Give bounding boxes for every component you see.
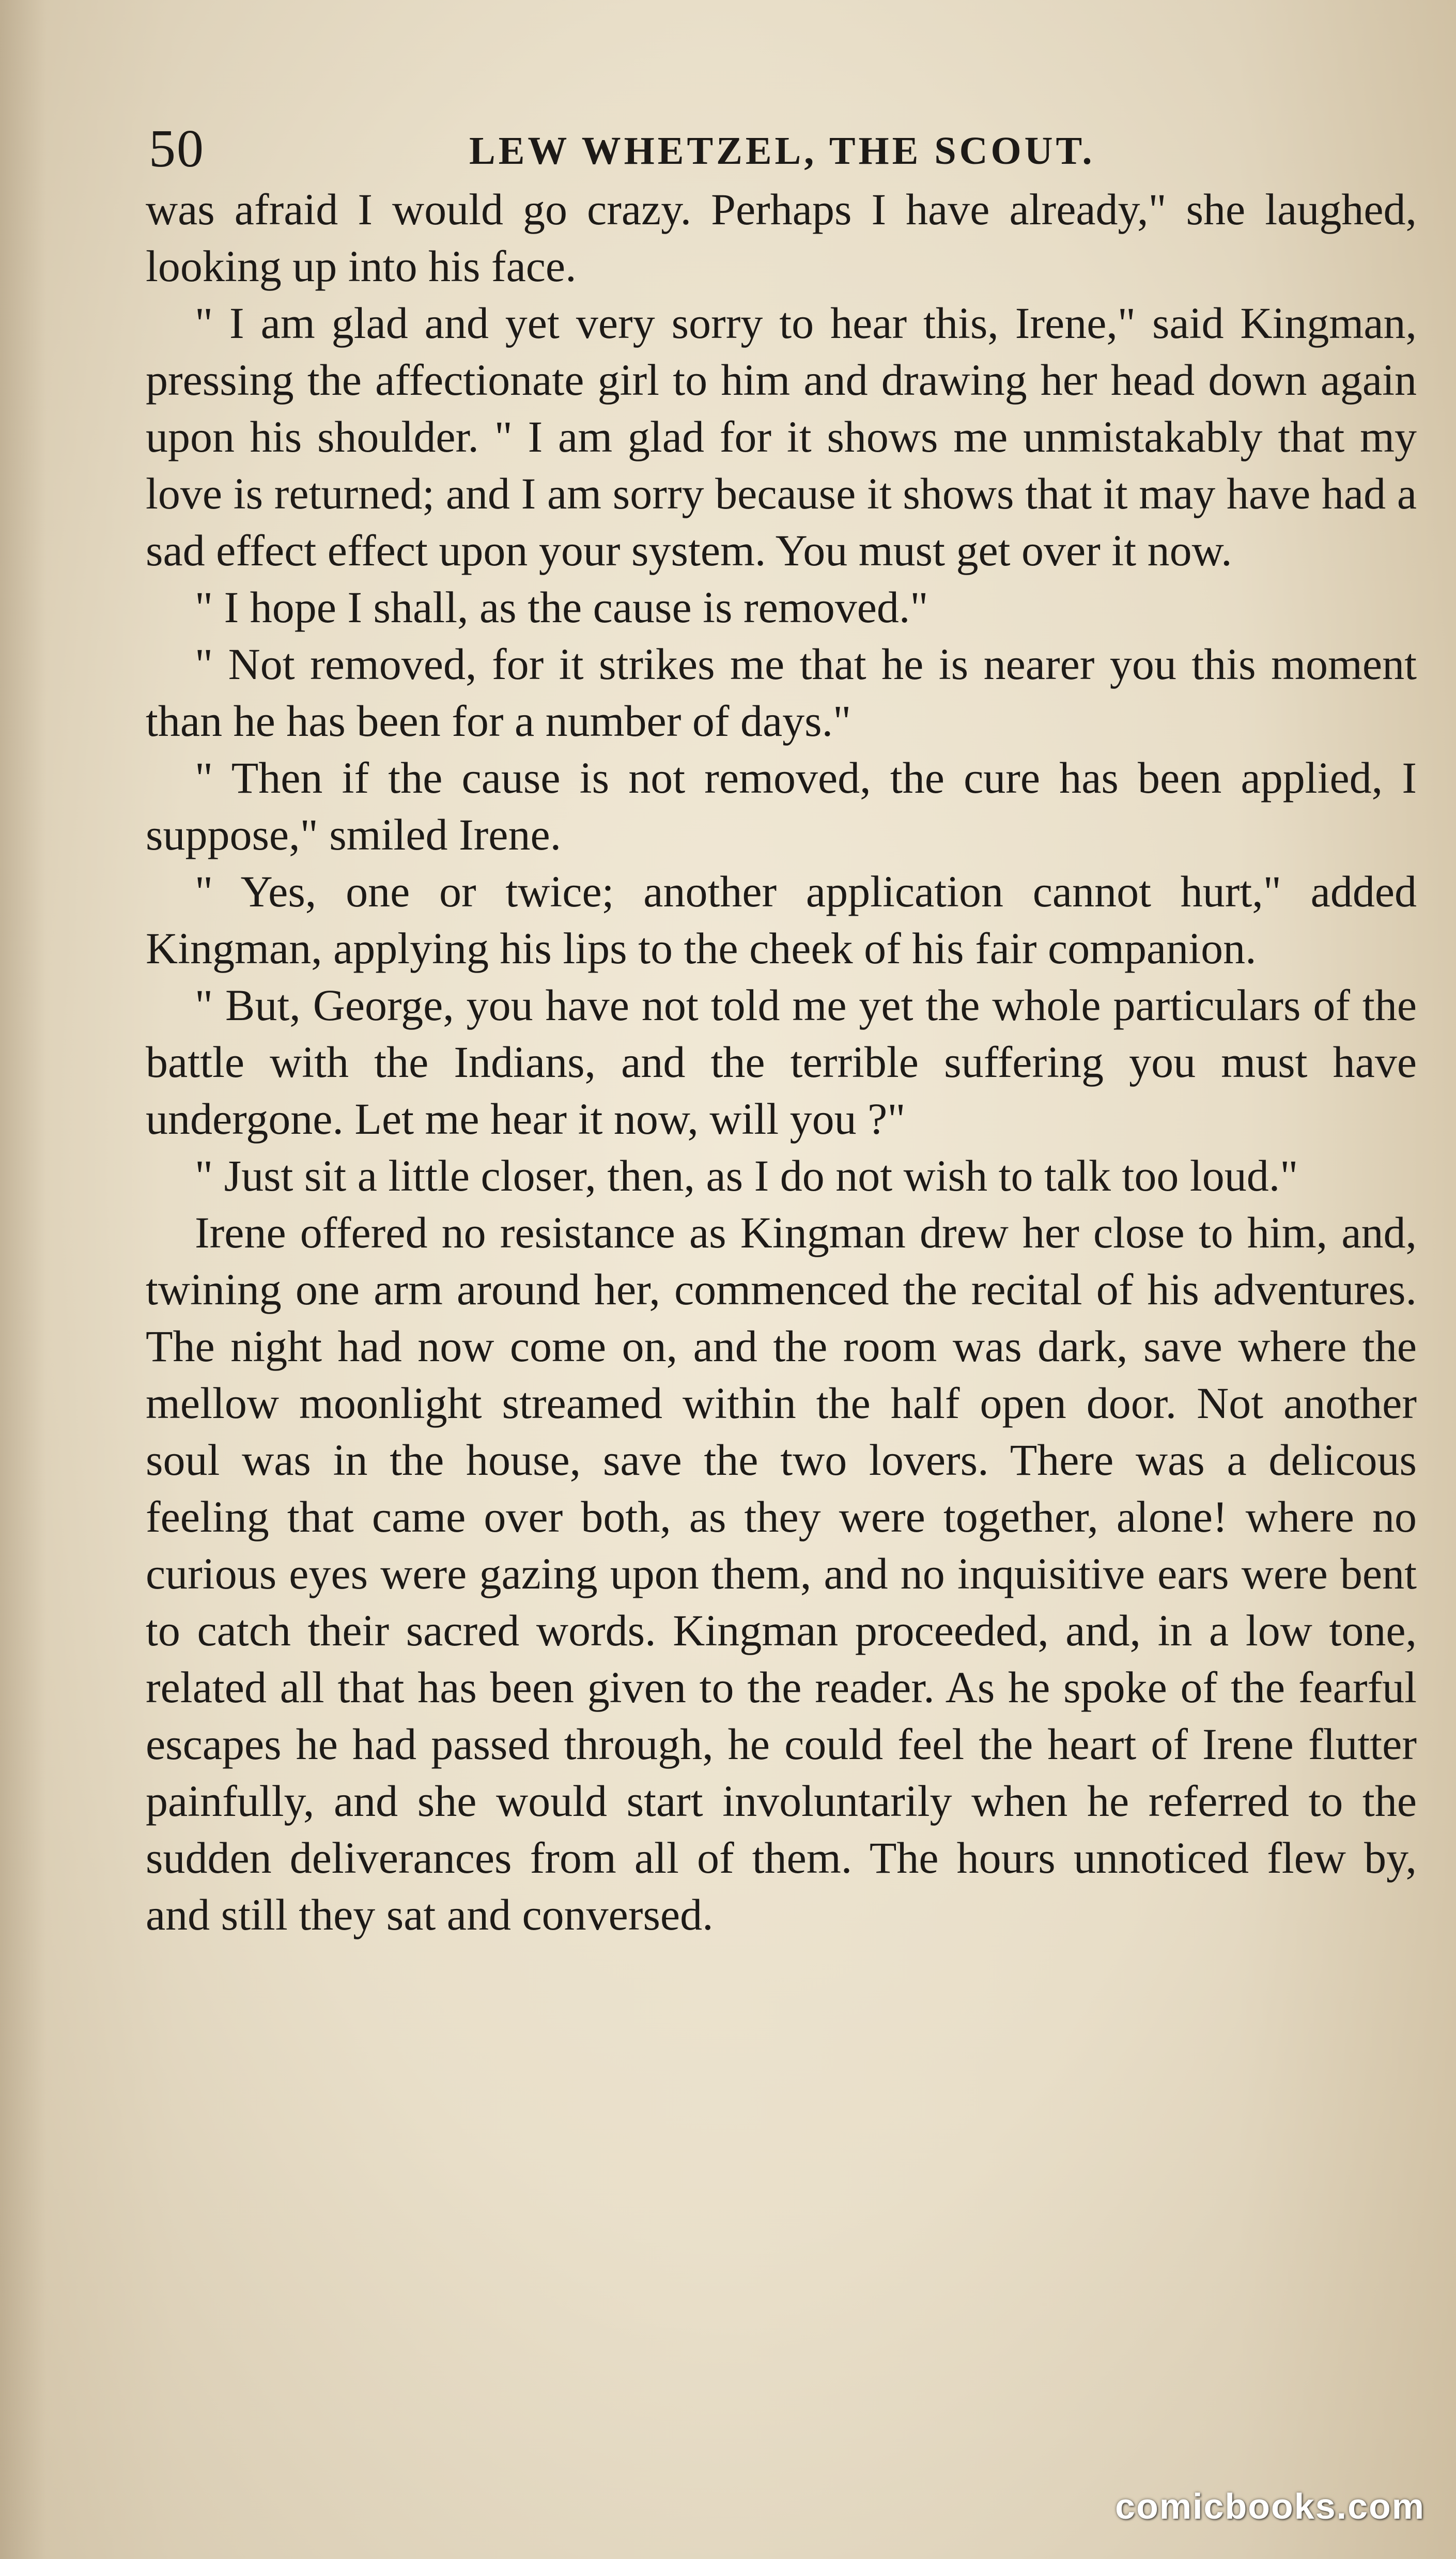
paragraph: " I am glad and yet very sorry to hear this, Irene," said Kingman, pressing the affectionate girl to him and drawing her head down again upon his shoulder. " I am glad for it shows me unmistakably that my love is returned; and I am sorry because it shows that it may have had a sad effect effect upon your system. You must get over it now. xyxy=(146,298,1417,575)
paragraph: Irene offered no resistance as Kingman drew her close to him, and, twining one arm around her, commenced the recital of his adventures. The night had now come on, and the room was dark, save where the mellow moonlight streamed within the half open door. Not another soul was in the house, save the two lovers. There was a delicous feeling that came over both, as they were together, alone! where no curious eyes were gazing upon them, and no inquisitive ears were bent to catch their sacred words. Kingman proceeded, and, in a low tone, related all that has been given to the reader. As he spoke of the fearful escapes he had passed through, he could feel the heart of Irene flutter painfully, and she would start involuntarily when he referred to the sudden deliverances from all of them. The hours unnoticed flew by, and still they sat and conversed. xyxy=(146,1208,1417,1939)
paragraph: " Then if the cause is not removed, the cure has been applied, I suppose," smiled Irene. xyxy=(146,753,1417,859)
paragraph: " But, George, you have not told me yet the whole particulars of the battle with the Indians, and the terrible suffering you must have undergone. Let me hear it now, will you ?" xyxy=(146,980,1417,1144)
page-number: 50 xyxy=(149,119,205,178)
page-header xyxy=(149,118,1425,180)
paragraph: " Not removed, for it strikes me that he is nearer you this moment than he has been for a number of days." xyxy=(146,639,1417,746)
page-gutter-shadow xyxy=(0,0,47,2559)
running-head: LEW WHETZEL, THE SCOUT. xyxy=(469,129,1095,173)
paragraph: was afraid I would go crazy. Perhaps I have already," she laughed, looking up into his face. xyxy=(146,184,1417,291)
paragraph: " I hope I shall, as the cause is removed." xyxy=(195,582,928,632)
site-watermark: comicbooks.com xyxy=(1115,2486,1425,2526)
body-text xyxy=(146,181,1417,1943)
paragraph: " Just sit a little closer, then, as I do not wish to talk too loud." xyxy=(195,1151,1298,1200)
paragraph: " Yes, one or twice; another application cannot hurt," added Kingman, applying his lips to the cheek of his fair companion. xyxy=(146,867,1417,973)
